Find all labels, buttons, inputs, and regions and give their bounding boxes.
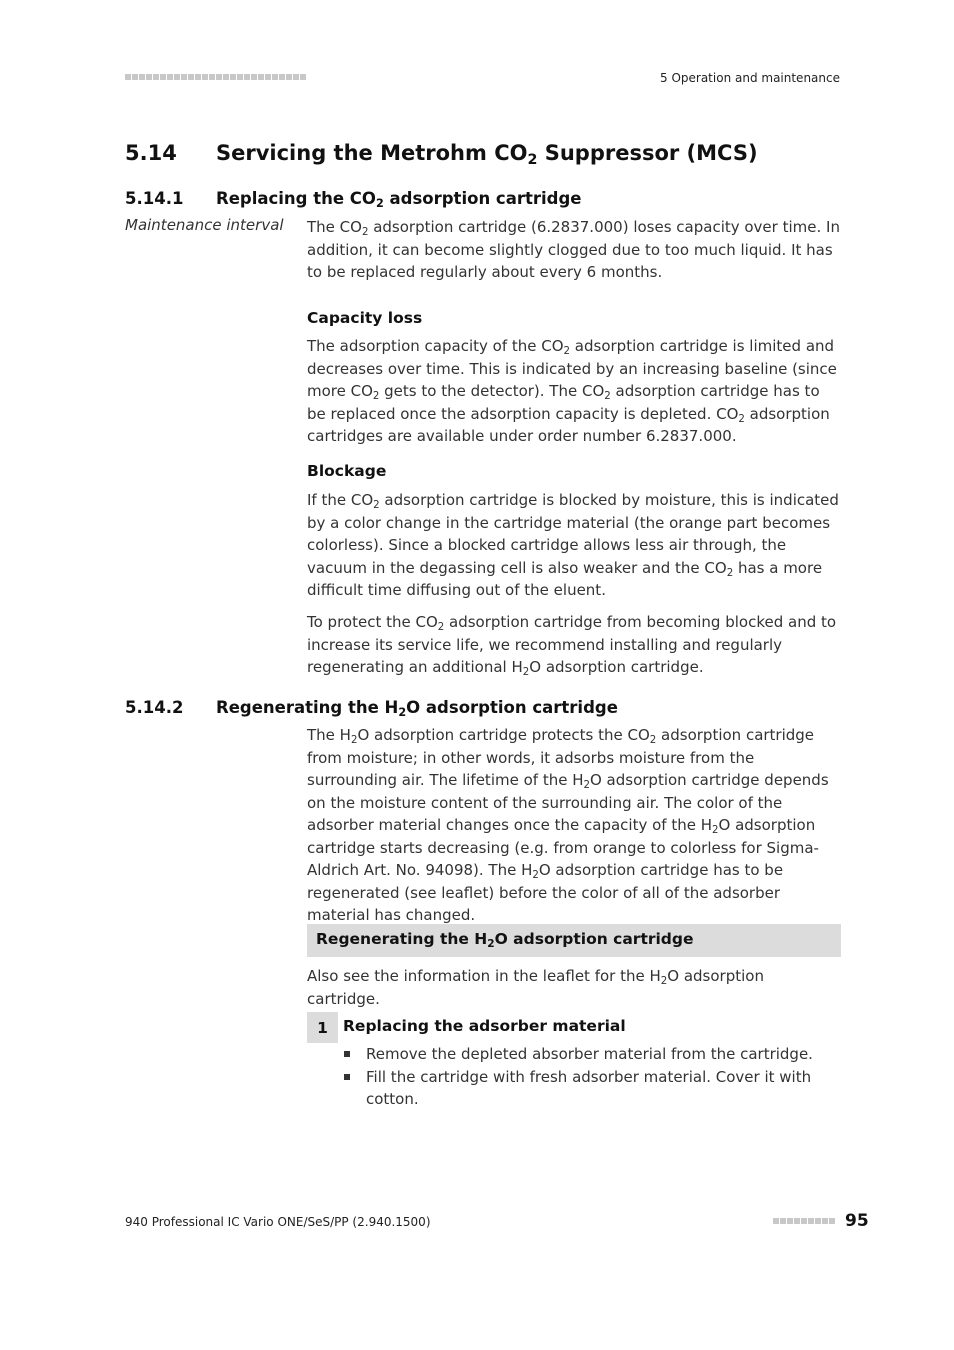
subscript: 2 [604,390,611,402]
bullet-square-icon [344,1051,350,1057]
decoration-square [258,74,264,80]
section-title-part: Suppressor (MCS) [537,141,758,165]
text-run: The H [307,726,351,744]
subscript: 2 [712,824,719,836]
text-run: The CO [307,218,362,236]
bullet-square-icon [344,1074,350,1080]
subsection-heading-replacing [125,189,582,211]
subsection-title-subscript: 2 [398,706,407,720]
paragraph [307,965,841,1010]
list-item [343,1066,823,1111]
subscript: 2 [738,413,745,425]
decoration-square [822,1218,828,1224]
subscript: 2 [373,499,380,511]
text-run: adsorption cartridge from moisture; in other words, it adsorbs moisture from the surrounding air. The lifetime of the H [307,726,815,789]
text-run: adsorption cartridge (6.2837.000) loses capacity over time. In addition, it can become slightly clogged due to too much liquid. It has to be replaced regularly about every 6 months. [307,218,840,281]
subsection-title-part: Regenerating the H [216,698,399,717]
text-run: The adsorption capacity of the CO [307,337,564,355]
footer-product-name: 940 Professional IC Vario ONE/SeS/PP (2.940.1500) [125,1215,431,1229]
capacity-loss-text [307,335,841,448]
subsection-title-part: adsorption cartridge [383,189,582,208]
decoration-square [202,74,208,80]
text-run: has a more difficult time diffusing out of the eluent. [307,558,823,599]
decoration-square [167,74,173,80]
list-item-text: Remove the depleted absorber material from the cartridge. [366,1045,813,1063]
decoration-square [188,74,194,80]
decoration-square [125,74,131,80]
protect-text [307,611,841,679]
decoration-square [815,1218,821,1224]
procedure-title-subscript: 2 [487,937,495,950]
step-title: Replacing the adsorber material [343,1017,626,1035]
procedure-title-part: Regenerating the H [316,930,488,948]
subscript: 2 [532,869,539,881]
text-run: O adsorption cartridge has to be regenerated (see leaflet) before the color of all of the adsorber material has changed. [307,861,784,924]
text-run: O adsorption cartridge. [529,658,704,676]
decoration-square [794,1218,800,1224]
subsection-title-part: Replacing the CO [216,189,376,208]
decoration-square [829,1218,835,1224]
decoration-square [787,1218,793,1224]
text-run: O adsorption cartridge. [307,967,764,1008]
subsection-heading-regenerating [125,698,618,720]
text-run: O adsorption cartridge depends on the moisture content of the surrounding air. The color of the adsorber material changes once the capacity of the H [307,771,829,834]
decoration-square [300,74,306,80]
text-run: adsorption cartridge has to be replaced once the adsorption capacity is depleted. CO [307,382,820,423]
decoration-square [223,74,229,80]
paragraph [307,335,841,448]
decoration-square [146,74,152,80]
decoration-square [139,74,145,80]
decoration-square [293,74,299,80]
subscript: 2 [522,666,530,678]
margin-label-maintenance-interval: Maintenance interval [125,216,284,234]
text-run: O adsorption cartridge protects the CO [357,726,650,744]
paragraph [307,489,841,602]
text-run: If the CO [307,491,374,509]
decoration-square [181,74,187,80]
subsection-title-subscript: 2 [375,197,384,211]
text-run: adsorption cartridges are available under order number 6.2837.000. [307,404,830,445]
paragraph [307,611,841,679]
decoration-square [237,74,243,80]
blockage-text [307,489,841,602]
decoration-square [272,74,278,80]
decoration-square [279,74,285,80]
text-run: adsorption cartridge is blocked by moisture, this is indicated by a color change in the cartridge material (the orange part becomes colorless). Since a blocked cartridge allows less air through, the vacuum in the degassing cell is also weaker and the CO [307,491,839,577]
subscript: 2 [649,734,657,746]
page-number: 95 [845,1211,869,1231]
decoration-square [773,1218,779,1224]
subscript: 2 [563,345,571,357]
decoration-square [244,74,250,80]
decoration-square [153,74,159,80]
subscript: 2 [350,734,358,746]
maintenance-interval-text [307,216,841,284]
list-item-text: Fill the cartridge with fresh adsorber material. Cover it with cotton. [366,1067,812,1108]
list-item [343,1043,823,1066]
decoration-square [216,74,222,80]
subsection-number: 5.14.2 [125,698,184,717]
subscript: 2 [437,621,445,633]
leaflet-note-text [307,965,841,1010]
section-number: 5.14 [125,141,177,165]
running-header-chapter: 5 Operation and maintenance [660,71,840,85]
subscript: 2 [726,567,734,579]
capacity-loss-heading: Capacity loss [307,309,423,327]
decoration-square [195,74,201,80]
regenerating-intro-text [307,724,841,927]
text-run: gets to the detector). The CO [379,382,605,400]
subscript: 2 [583,779,590,791]
subscript: 2 [361,226,369,238]
decoration-square [251,74,257,80]
subscript: 2 [372,390,380,402]
header-decoration [125,74,306,80]
text-run: Also see the information in the leaflet for the H [307,967,661,985]
procedure-title-box [307,924,841,957]
text-run: O adsorption cartridge starts decreasing (e.g. from orange to colorless for Sigma-Aldrich Art. No. 94098). The H [307,816,819,879]
decoration-square [780,1218,786,1224]
subscript: 2 [660,975,668,987]
paragraph [307,216,841,284]
section-heading [125,141,758,168]
procedure-title-part: O adsorption cartridge [494,930,694,948]
section-title-subscript: 2 [527,151,538,168]
blockage-heading: Blockage [307,462,387,480]
decoration-square [265,74,271,80]
text-run: adsorption cartridge is limited and decreases over time. This is indicated by an increasing baseline (since more CO [307,337,837,400]
step-bullet-list [343,1043,823,1111]
decoration-square [801,1218,807,1224]
decoration-square [132,74,138,80]
decoration-square [160,74,166,80]
subsection-number: 5.14.1 [125,189,184,208]
decoration-square [174,74,180,80]
text-run: To protect the CO [307,613,438,631]
decoration-square [286,74,292,80]
decoration-square [230,74,236,80]
decoration-square [209,74,215,80]
section-title-part: Servicing the Metrohm CO [216,141,528,165]
subsection-title-part: O adsorption cartridge [406,698,618,717]
step-number-badge: 1 [307,1012,338,1043]
decoration-square [808,1218,814,1224]
paragraph [307,724,841,927]
text-run: adsorption cartridge from becoming blocked and to increase its service life, we recommend installing and regularly regenerating an additional H [307,613,837,676]
footer-decoration [773,1218,835,1224]
